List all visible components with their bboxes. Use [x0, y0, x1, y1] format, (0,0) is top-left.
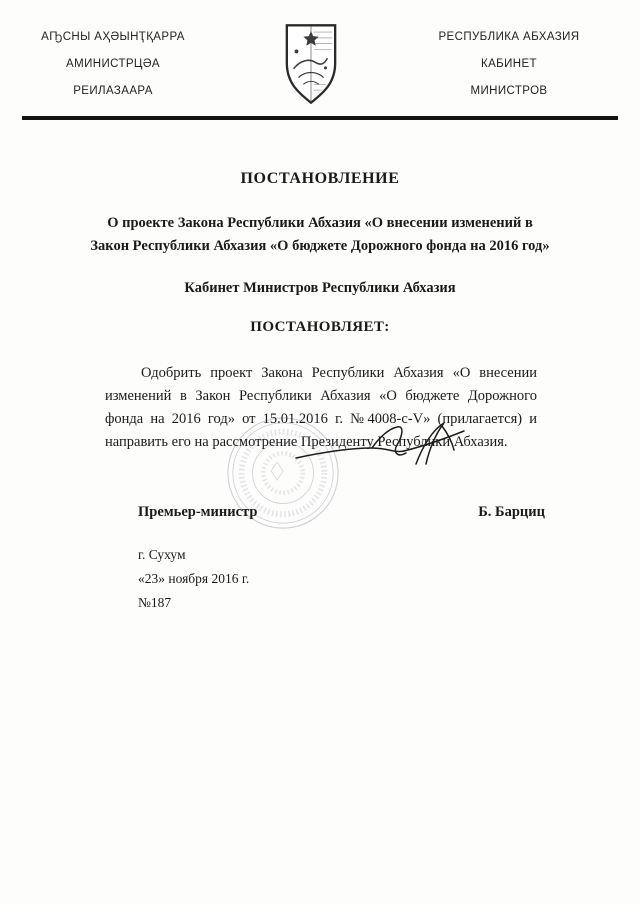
resolution-body-paragraph: Одобрить проект Закона Республики Абхазия «О внесении изменений в Закон Республики Абхазия «О бюджете Дорожного фонда на 2016 год» от 15.01.2016 г. №4008-с-V» (прилагается) и направить его на рассмотрение Президенту Республики Абхазия. — [105, 365, 537, 451]
document-footer — [138, 543, 640, 614]
letterhead-left-abkhaz — [28, 24, 198, 105]
coat-of-arms-icon — [282, 22, 340, 106]
document-subject-line2: Закон Республики Абхазия «О бюджете Дорожного фонда на 2016 год» — [90, 238, 550, 255]
letterhead-right-line3: МИНИСТРОВ — [470, 85, 548, 97]
letterhead-divider — [22, 116, 618, 120]
resolution-keyword: ПОСТАНОВЛЯЕТ: — [250, 319, 390, 336]
signer-name: Б. Барциц — [478, 504, 545, 520]
footer-number: №187 — [138, 595, 172, 610]
coat-of-arms-wrap — [276, 22, 346, 106]
document-subject-line1: О проекте Закона Республики Абхазия «О внесении изменений в — [107, 215, 533, 231]
document-subject — [0, 212, 640, 258]
issuing-body: Кабинет Министров Республики Абхазия — [184, 280, 456, 297]
signature-row — [0, 504, 640, 521]
letterhead-left-line1: АҦСНЫ АҲӘЫНҬҚАРРА — [41, 31, 185, 43]
footer-city: г. Сухум — [138, 547, 186, 562]
letterhead-right-line1: РЕСПУБЛИКА АБХАЗИЯ — [438, 31, 580, 43]
document-title: ПОСТАНОВЛЕНИЕ — [240, 170, 400, 187]
letterhead-right-russian — [424, 24, 594, 105]
footer-date: «23» ноября 2016 г. — [138, 571, 250, 586]
letterhead-left-line2: АМИНИСТРЦӘА — [66, 58, 160, 70]
signer-position-title: Премьер-министр — [138, 504, 258, 520]
letterhead-left-line3: РЕИЛАЗААРА — [73, 85, 153, 97]
letterhead-right-line2: КАБИНЕТ — [481, 58, 537, 70]
handwritten-signature-icon — [292, 420, 470, 477]
letterhead — [0, 0, 640, 106]
